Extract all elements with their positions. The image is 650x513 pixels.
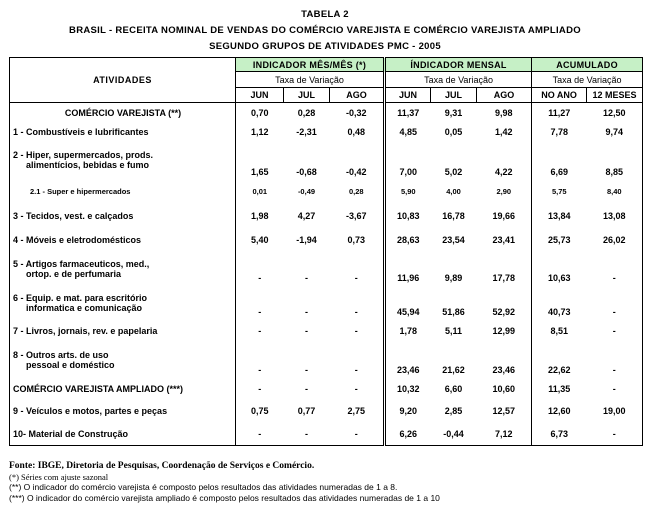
value-cell: 13,84: [532, 204, 587, 228]
value-cell: 4,22: [495, 166, 513, 177]
activity-label: [10, 140, 236, 180]
value-cell: -0,32: [346, 108, 367, 119]
value-cell: 16,78: [442, 210, 465, 221]
data-table: [9, 57, 643, 446]
value-cell: -: [305, 383, 308, 394]
activity-label-line1: 9 - Veículos e motos, partes e peças: [13, 406, 168, 416]
value-cell: 10,60: [492, 383, 516, 394]
value-cell: 0,28: [348, 187, 364, 196]
table-row: [10, 423, 643, 446]
value-cell: 5,11: [445, 325, 463, 336]
value-cell: 0,28: [297, 108, 316, 119]
table-row: [10, 228, 643, 252]
value-cell: 7,12: [477, 423, 532, 446]
col-header: 12 MESES: [587, 88, 643, 103]
activity-label: [10, 423, 236, 446]
value-cell: 6,26: [385, 423, 431, 446]
value-cell: 8,85: [587, 140, 643, 180]
activity-label: [10, 342, 236, 378]
activity-label-line1: 6 - Equip. e mat. para escritório: [13, 292, 148, 303]
value-cell: -: [354, 383, 358, 394]
footnote-1: (*) Séries com ajuste sazonal: [9, 471, 109, 482]
value-cell: 52,92: [492, 306, 516, 317]
value-cell: -: [236, 378, 284, 400]
value-cell: 2,90: [496, 187, 512, 196]
col-header: NO ANO: [532, 88, 587, 103]
col-header: JUL: [431, 88, 477, 103]
value-cell: 2,85: [444, 406, 463, 416]
value-cell: 1,12: [236, 124, 284, 140]
value-cell: -0,49: [297, 187, 316, 196]
value-cell: -: [305, 306, 308, 317]
table-row: [10, 124, 643, 140]
table-row: [10, 320, 643, 342]
col-header: AGO: [330, 88, 385, 103]
table-row: [10, 378, 643, 400]
value-cell: -: [330, 423, 385, 446]
value-cell: 25,73: [532, 228, 587, 252]
value-cell: 11,96: [385, 252, 431, 286]
activity-label-line1: 10- Material de Construção: [13, 428, 129, 439]
activity-label: [10, 400, 236, 423]
value-cell: -: [587, 320, 643, 342]
value-cell: -0,44: [431, 423, 477, 446]
value-cell: -: [354, 272, 358, 283]
value-cell: 40,73: [532, 286, 587, 320]
value-cell: 12,60: [532, 400, 587, 423]
table-row: [10, 204, 643, 228]
value-cell: -: [284, 423, 330, 446]
activity-label: [10, 204, 236, 228]
value-cell: -: [587, 252, 643, 286]
activity-label: [10, 124, 236, 140]
footnote-3: (***) O indicador do comércio varejista ampliado é composto pelos resultados das atividades numeradas de 1 a 10: [9, 492, 440, 503]
table-row: [10, 400, 643, 423]
value-cell: -0,68: [296, 166, 317, 177]
value-cell: 13,08: [587, 204, 643, 228]
value-cell: 10,83: [385, 204, 431, 228]
value-cell: 6,69: [532, 140, 587, 180]
value-cell: -: [236, 286, 284, 320]
value-cell: 7,78: [532, 124, 587, 140]
activity-label-line2: pessoal e doméstico: [26, 359, 115, 370]
value-cell: 51,86: [442, 306, 465, 317]
value-cell: 0,01: [236, 180, 284, 204]
value-cell: 9,98: [495, 108, 513, 119]
value-cell: 0,70: [236, 103, 284, 124]
value-cell: -: [236, 423, 284, 446]
value-cell: 5,02: [444, 166, 463, 177]
value-cell: 9,89: [444, 272, 463, 283]
value-cell: -: [587, 342, 643, 378]
value-cell: 1,78: [385, 320, 431, 342]
value-cell: -: [587, 378, 643, 400]
value-cell: -: [354, 364, 358, 375]
value-cell: 0,77: [297, 406, 316, 416]
value-cell: 8,40: [587, 180, 643, 204]
value-cell: -: [236, 252, 284, 286]
col-header: JUN: [385, 88, 431, 103]
value-cell: -: [236, 320, 284, 342]
activity-label-line1: 1 - Combustíveis e lubrificantes: [13, 126, 149, 137]
value-cell: 8,51: [532, 320, 587, 342]
table-row: [10, 140, 643, 180]
value-cell: 28,63: [385, 228, 431, 252]
value-cell: 6,73: [532, 423, 587, 446]
header-group-mes-mes: INDICADOR MÊS/MÊS (*): [236, 58, 385, 72]
value-cell: -: [305, 272, 308, 283]
table-row: [10, 103, 643, 124]
col-header: JUL: [284, 88, 330, 103]
value-cell: 0,05: [444, 126, 463, 137]
value-cell: 7,00: [385, 140, 431, 180]
header-taxa-1: Taxa de Variação: [236, 72, 385, 88]
value-cell: 12,50: [587, 103, 643, 124]
activity-label-line2: ortop. e de perfumaria: [26, 268, 122, 279]
value-cell: 5,75: [532, 180, 587, 204]
value-cell: -: [587, 423, 643, 446]
table-row: [10, 180, 643, 204]
activity-label: [10, 103, 236, 124]
value-cell: 4,85: [385, 124, 431, 140]
activity-label-line1: 2.1 - Super e hipermercados: [30, 187, 131, 196]
value-cell: 10,63: [532, 252, 587, 286]
value-cell: 22,62: [532, 342, 587, 378]
value-cell: 9,74: [587, 124, 643, 140]
value-cell: -3,67: [346, 210, 367, 221]
value-cell: -2,31: [296, 126, 317, 137]
value-cell: 19,66: [492, 210, 516, 221]
value-cell: -0,42: [346, 166, 367, 177]
activity-label: [10, 252, 236, 286]
header-atividades: ATIVIDADES: [10, 58, 236, 103]
activity-label-line1: 2 - Hiper, supermercados, prods.: [13, 149, 154, 160]
value-cell: 23,46: [492, 364, 516, 375]
value-cell: 19,00: [587, 400, 643, 423]
value-cell: 23,41: [492, 234, 516, 245]
col-header: AGO: [477, 88, 532, 103]
value-cell: 4,00: [446, 187, 461, 196]
value-cell: 26,02: [587, 228, 643, 252]
value-cell: 11,35: [532, 378, 587, 400]
value-cell: 11,37: [385, 103, 431, 124]
table-row: [10, 252, 643, 286]
header-group-acumulado: ACUMULADO: [532, 58, 643, 72]
value-cell: 5,90: [385, 180, 431, 204]
value-cell: 23,46: [385, 342, 431, 378]
value-cell: 12,57: [492, 406, 516, 416]
value-cell: 9,20: [385, 400, 431, 423]
value-cell: 1,42: [495, 126, 513, 137]
col-header: JUN: [236, 88, 284, 103]
activity-label-line2: alimentícios, bebidas e fumo: [26, 159, 150, 170]
table-body: [10, 103, 643, 446]
value-cell: 17,78: [492, 272, 516, 283]
value-cell: 4,27: [297, 210, 316, 221]
value-cell: 10,32: [385, 378, 431, 400]
header-taxa-2: Taxa de Variação: [385, 72, 532, 88]
activity-label-line1: 3 - Tecidos, vest. e calçados: [13, 210, 134, 221]
value-cell: -: [305, 325, 308, 336]
footnotes: [9, 461, 642, 503]
header-group-mensal: ÍNDICADOR MENSAL: [385, 58, 532, 72]
activity-label-line1: COMÉRCIO VAREJISTA AMPLIADO (***): [13, 383, 184, 394]
activity-label-line1: 5 - Artigos farmaceuticos, med.,: [13, 258, 150, 269]
activity-label: [10, 378, 236, 400]
activity-label-line1: 7 - Livros, jornais, rev. e papelaria: [13, 325, 158, 336]
activity-label-line1: 4 - Móveis e eletrodomésticos: [13, 234, 142, 245]
value-cell: 0,73: [347, 234, 366, 245]
value-cell: 23,54: [442, 234, 465, 245]
activity-label: [10, 320, 236, 342]
value-cell: 9,31: [444, 108, 463, 119]
value-cell: -: [354, 306, 358, 317]
value-cell: -: [305, 364, 308, 375]
activity-label: [10, 286, 236, 320]
activity-label-line1: COMÉRCIO VAREJISTA (**): [64, 108, 182, 119]
value-cell: 0,48: [347, 126, 366, 137]
activity-label-line2: informatica e comunicação: [26, 302, 143, 313]
value-cell: -: [236, 342, 284, 378]
value-cell: 1,65: [236, 140, 284, 180]
table-title: BRASIL - RECEITA NOMINAL DE VENDAS DO COMÉRCIO VAREJISTA E COMÉRCIO VAREJISTA AMPLIADO: [69, 25, 581, 36]
table-subtitle: SEGUNDO GRUPOS DE ATIVIDADES PMC - 2005: [209, 41, 441, 52]
value-cell: 12,99: [492, 325, 516, 336]
value-cell: 0,75: [236, 400, 284, 423]
value-cell: 6,60: [444, 383, 463, 394]
table-row: [10, 286, 643, 320]
value-cell: 21,62: [442, 364, 465, 375]
value-cell: 2,75: [347, 406, 366, 416]
value-cell: 5,40: [236, 228, 284, 252]
source-note: Fonte: IBGE, Diretoria de Pesquisas, Coordenação de Serviços e Comércio.: [9, 461, 315, 471]
activity-label-line1: 8 - Outros arts. de uso: [13, 349, 109, 360]
value-cell: 45,94: [385, 286, 431, 320]
value-cell: -1,94: [296, 234, 317, 245]
activity-label: [10, 228, 236, 252]
value-cell: 11,27: [532, 103, 587, 124]
header-taxa-3: Taxa de Variação: [532, 72, 643, 88]
table-row: [10, 342, 643, 378]
table-number: TABELA 2: [301, 9, 349, 20]
value-cell: -: [587, 286, 643, 320]
value-cell: -: [354, 325, 358, 336]
activity-label: [10, 180, 236, 204]
footnote-2: (**) O indicador do comércio varejista é composto pelos resultados das atividades numeradas de 1 a 8.: [9, 482, 398, 492]
value-cell: 1,98: [236, 204, 284, 228]
